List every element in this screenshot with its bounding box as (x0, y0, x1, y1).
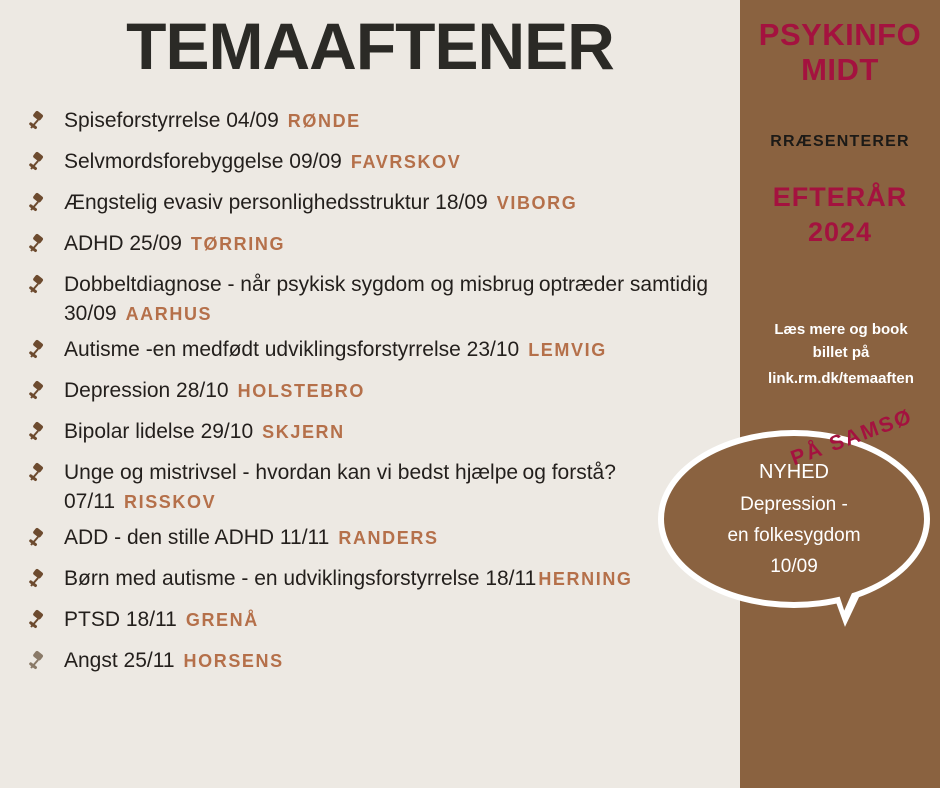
pushpin-icon (26, 379, 50, 403)
event-title-line2-text: optræder samtidig 30/09 (64, 273, 709, 325)
list-item (24, 377, 742, 410)
pushpin-icon (26, 567, 50, 591)
event-title: Dobbeltdiagnose - når psykisk sygdom og misbrug (64, 273, 535, 296)
booking-link[interactable]: link.rm.dk/temaaften (768, 369, 914, 387)
pushpin-icon (26, 191, 50, 215)
pushpin-icon (26, 232, 50, 256)
event-city: RISSKOV (124, 491, 217, 512)
pushpin-icon (26, 109, 50, 133)
event-city: AARHUS (125, 303, 213, 324)
event-city: HORSENS (183, 651, 284, 672)
event-title: PTSD 18/11 (64, 608, 177, 632)
event-city: TØRRING (190, 234, 286, 254)
organisation-title (740, 18, 940, 87)
event-title: ADHD 25/09 (64, 232, 182, 255)
pushpin-icon (26, 608, 50, 632)
event-list (24, 107, 742, 688)
samso-badge: PÅ SAMSØ (787, 404, 916, 471)
bubble-date: 10/09 (770, 555, 818, 577)
list-item (24, 107, 742, 140)
booking-info-line2: billet på (812, 344, 870, 362)
event-title: Spiseforstyrrelse 04/09 (64, 109, 279, 132)
booking-info-line1: Læs mere og book (774, 321, 908, 338)
right-sidebar (740, 0, 940, 788)
list-item (24, 271, 742, 328)
event-city: HERNING (538, 569, 633, 590)
list-item (24, 418, 742, 451)
season-line2: 2024 (807, 216, 873, 247)
event-title: Børn med autisme - en udviklingsforstyrrelse 18/11 (64, 567, 537, 591)
event-title: Autisme -en medfødt udviklingsforstyrrelse 23/10 (64, 338, 520, 362)
news-label: NYHED (758, 461, 829, 483)
list-item (24, 524, 742, 557)
list-item (24, 230, 742, 263)
event-city: LEMVIG (528, 340, 607, 361)
list-item (24, 189, 742, 222)
bubble-title-line1: Depression - (740, 494, 848, 516)
season-label (740, 180, 940, 249)
organisation-title-line1: PSYKINFO (758, 17, 922, 52)
list-item (24, 459, 742, 516)
pushpin-icon (26, 526, 50, 550)
event-title: Selvmordsforebyggelse 09/09 (64, 150, 342, 173)
bubble-content (686, 456, 902, 583)
event-title: Unge og mistrivsel - hvordan kan vi bedst hjælpe (64, 461, 519, 485)
list-item (24, 647, 742, 680)
organisation-title-line2: MIDT (801, 51, 879, 87)
event-title-line2-text: og forstå? 07/11 (64, 461, 616, 513)
booking-info (746, 318, 936, 390)
event-title: ADD - den stille ADHD 11/11 (64, 526, 330, 550)
event-title: Angst 25/11 (64, 649, 175, 673)
season-line1: EFTERÅR (772, 182, 908, 212)
pushpin-icon (26, 338, 50, 362)
pushpin-icon (26, 273, 50, 297)
event-title: Ængstelig evasiv personlighedsstruktur 18/09 (64, 191, 488, 214)
list-item (24, 336, 742, 369)
list-item (24, 148, 742, 181)
event-city: RØNDE (287, 111, 361, 131)
event-title: Bipolar lidelse 29/10 (64, 420, 254, 444)
pushpin-icon (26, 420, 50, 444)
event-city: FAVRSKOV (350, 152, 462, 172)
event-city: GRENÅ (185, 610, 259, 631)
list-item (24, 565, 742, 598)
bubble-title-line2: en folkesygdom (727, 525, 861, 547)
pushpin-icon (26, 649, 50, 673)
event-city: SKJERN (262, 422, 345, 443)
event-city: HOLSTEBRO (237, 381, 366, 402)
event-city: VIBORG (496, 193, 578, 213)
list-item (24, 606, 742, 639)
pushpin-icon (26, 461, 50, 485)
page-title: TEMAAFTENER (126, 9, 614, 83)
news-bubble (658, 404, 940, 645)
event-title: Depression 28/10 (64, 379, 229, 403)
event-city: RANDERS (338, 528, 439, 549)
pushpin-icon (26, 150, 50, 174)
presents-label: RRÆSENTERER (770, 133, 910, 150)
